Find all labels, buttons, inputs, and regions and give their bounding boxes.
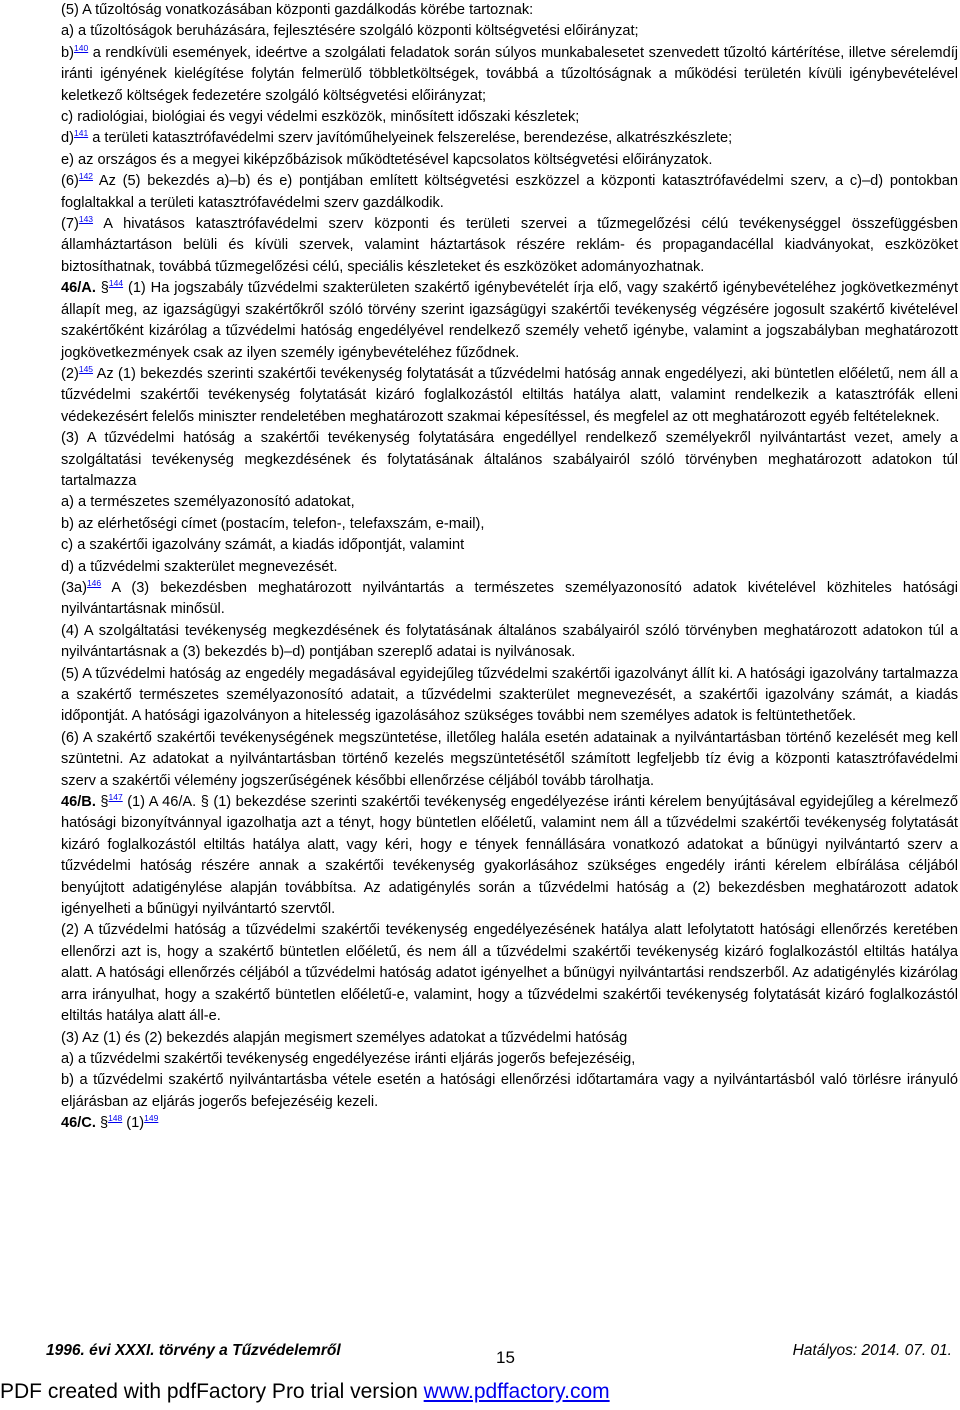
paragraph — [46, 578, 958, 621]
paragraph — [46, 428, 958, 492]
footnote-link[interactable]: 140 — [73, 42, 89, 53]
paragraph — [46, 128, 958, 149]
paragraph — [46, 728, 958, 792]
section-number: 46/C. — [61, 1115, 96, 1132]
footnote-link[interactable]: 147 — [108, 792, 123, 803]
paragraph — [46, 0, 958, 21]
paragraph-text: Az (1) bekezdés szerinti szakértői tevékenység folytatását a tűzvédelmi hatóság annak engedélyezi, aki büntetlen előéletű, nem áll a tűzvédelmi szakértői tevékenység folytatását kizáró foglalkozástól eltiltás hatálya alatt, valamint rendelkezik a katasztrófák elleni védekezésért felelős miniszter rendeletében meghatározott szakmai képesítéssel, és megfelel az ott meghatározott egyéb feltételeknek. — [61, 365, 958, 425]
paragraph — [46, 920, 958, 1027]
paragraph — [46, 21, 958, 42]
paragraph-text: (5) A tűzvédelmi hatóság az engedély megadásával egyidejűleg tűzvédelmi szakértői igazolványt állít ki. A hatósági igazolvány tartalmazza a szakértő természetes személyazonosító adatait, a tűzvédelmi szakterület megnevezését, a szakértői igazolvány számát, a kiadás időpontját. A hatósági igazolványon a hitelesség igazolásához szükséges további nem személyes adatok is feltüntethetőek. — [61, 665, 958, 725]
paragraph — [46, 43, 958, 107]
paragraph-prefix: (7) — [61, 216, 79, 233]
paragraph-text: Az (5) bekezdés a)–b) és e) pontjában említett költségvetési eszközzel a központi katasztrófavédelmi szerv, a c)–d) pontokban foglaltakkal a területi katasztrófavédelmi szerv gazdálkodik. — [61, 173, 958, 211]
paragraph — [46, 214, 958, 278]
paragraph — [46, 664, 958, 728]
footnote-link[interactable]: 141 — [73, 128, 89, 139]
paragraph-text: a) a természetes személyazonosító adatokat, — [61, 494, 355, 511]
paragraph-text: (3) A tűzvédelmi hatóság a szakértői tevékenység folytatására engedéllyel rendelkező személyekről nyilvántartást vezet, amely a szolgáltatási tevékenység megkezdésének és folytatásának általános szabályairól szóló törvényben meghatározott adatokon túl tartalmazza — [61, 430, 958, 489]
paragraph — [46, 171, 958, 214]
paragraph-text: b) a tűzvédelmi szakértő nyilvántartásba vétele esetén a hatósági ellenőrzési időtartamára vagy a nyilvántartásból való törlésre irányuló eljárásban az eljárás jogerős befejezéséig kezeli. — [61, 1072, 958, 1110]
paragraph-text: (5) A tűzoltóság vonatkozásában központi gazdálkodás körébe tartoznak: — [61, 2, 534, 18]
paragraph-text: (4) A szolgáltatási tevékenység megkezdésének és folytatásának általános szabályairól szóló törvényben meghatározott adatokon túl a nyilvántartásnak a (3) bekezdés b)–d) pontjában szereplő adatai is nyilvánosak. — [61, 622, 958, 661]
paragraph — [46, 1113, 958, 1134]
paragraph-prefix: (6) — [61, 173, 79, 190]
paragraph-prefix: § — [95, 1115, 109, 1132]
footnote-link[interactable]: 148 — [108, 1113, 123, 1124]
paragraph-text: a rendkívüli események, ideértve a szolgálati feladatok során súlyos munkabalesetet szenvedett tűzoltó kártérítése, illetve sérelemdíj iránti igényének kielégítése folytán felmerülő többletköltségek, továbbá a tűzoltóságnak a működési területén kívüli igénybevételével keletkező költségek fedezetére szolgáló költségvetési előirányzat; — [61, 44, 958, 104]
paragraph-text: (6) A szakértő szakértői tevékenységének megszüntetése, illetőleg halála esetén adatainak a nyilvántartásban történő kezelését meg kell szüntetni. Az adatokat a nyilvántartásban történő kezelés megszüntetésétől számított legfeljebb tíz évig a központi katasztrófavédelmi szerv a szakértői vélemény jogszerűségének későbbi ellenőrzése céljából tovább tárolhatja. — [61, 729, 958, 789]
section-number: 46/B. — [61, 794, 96, 811]
footnote-link[interactable]: 142 — [78, 171, 94, 182]
page-number: 15 — [496, 1348, 515, 1367]
paragraph-text: A (3) bekezdésben meghatározott nyilvántartás a természetes személyazonosító adatok kivételével közhiteles hatósági nyilvántartásnak minősül. — [61, 579, 958, 618]
paragraph — [46, 621, 958, 664]
paragraph — [46, 492, 958, 513]
paragraph-prefix: § — [95, 794, 109, 811]
paragraph-text: (3) Az (1) és (2) bekezdés alapján megismert személyes adatokat a tűzvédelmi hatóság — [61, 1029, 628, 1046]
paragraph-text: a) a tűzvédelmi szakértői tevékenység engedélyezése iránti eljárás jogerős befejezéséig, — [61, 1050, 636, 1067]
paragraph — [46, 792, 958, 920]
paragraph-text: (1) — [122, 1115, 145, 1132]
paragraph-text: (1) A 46/A. § (1) bekezdése szerinti szakértői tevékenység engedélyezése iránti kérelem benyújtásával egyidejűleg a kérelmező hatósági bizonyítvánnyal igazolhatja azt a tényt, hogy büntetlen előéletű, valamint nem áll a tűzvédelmi szakértői tevékenység folytatását kizáró foglalkozástól eltiltás hatálya alatt, vagy kéri, hogy e tények fennállására vonatkozó adatokat a bűnügyi nyilvántartó szerv a tűzvédelmi hatóság részére annak a szakértői tevékenység gyakorlásához szükséges engedély iránti kérelem elbírálása céljából benyújtott adatigénylése alapján továbbítsa. Az adatigénylés során a tűzvédelmi hatóság a (2) bekezdésben meghatározott adatok igényelheti a bűnügyi nyilvántartó szervtől. — [61, 794, 958, 918]
pdf-banner-text: PDF created with pdfFactory Pro trial version — [0, 1380, 424, 1403]
paragraph-text: (2) A tűzvédelmi hatóság a tűzvédelmi szakértői tevékenység engedélyezésének hatálya alatt lefolytatott hatósági ellenőrzés keretében ellenőrzi azt is, hogy a szakértő büntetlen előéletű, és nem áll a tűzvédelmi szakértői tevékenység kizáró foglalkozástól eltiltás hatálya alatt. A hatósági ellenőrzés céljából a tűzvédelmi hatóság adatot igényelhet a bűnügyi nyilvántartási rendszerből. Az adatigénylés kizárólag arra irányulhat, hogy a szakértő büntetlen előéletű-e, valamint, hogy a tűzvédelmi szakértői tevékenység folytatását kizáró foglalkozástól eltiltás hatálya alatt áll-e. — [61, 922, 958, 1025]
footnote-link[interactable]: 149 — [144, 1113, 159, 1124]
document-body — [46, 0, 958, 1330]
paragraph — [46, 1028, 958, 1049]
paragraph — [46, 364, 958, 428]
paragraph — [46, 535, 958, 556]
paragraph-prefix: § — [95, 280, 109, 297]
paragraph-text: b) az elérhetőségi címet (postacím, telefon-, telefaxszám, e-mail), — [61, 515, 485, 532]
footnote-link[interactable]: 144 — [108, 278, 124, 289]
footnote-link[interactable]: 146 — [86, 577, 102, 588]
paragraph-prefix: (2) — [61, 365, 79, 382]
paragraph-prefix: d) — [61, 130, 74, 147]
paragraph-text: c) a szakértői igazolvány számát, a kiadás időpontját, valamint — [61, 537, 465, 554]
footer-law-title: 1996. évi XXXI. törvény a Tűzvédelemről — [46, 1342, 341, 1359]
section-number: 46/A. — [61, 280, 96, 297]
footnote-link[interactable]: 143 — [78, 214, 94, 225]
footnote-link[interactable]: 145 — [78, 363, 94, 374]
paragraph — [46, 278, 958, 364]
paragraph — [46, 150, 958, 171]
pdf-creator-banner — [0, 1380, 960, 1404]
page-footer — [46, 1342, 952, 1372]
paragraph-prefix: b) — [61, 44, 74, 61]
paragraph — [46, 1070, 958, 1113]
paragraph-text: e) az országos és a megyei kiképzőbázisok működtetésével kapcsolatos költségvetési előirányzatok. — [61, 151, 713, 168]
paragraph-text: d) a tűzvédelmi szakterület megnevezését. — [61, 558, 338, 575]
footer-effective-date: Hatályos: 2014. 07. 01. — [792, 1342, 952, 1359]
paragraph — [46, 1049, 958, 1070]
paragraph — [46, 557, 958, 578]
paragraph-text: c) radiológiai, biológiai és vegyi védelmi eszközök, minősített időszaki készletek; — [61, 109, 580, 126]
paragraph-text: A hivatásos katasztrófavédelmi szerv központi és területi szervei a tűzmegelőzési célú tevékenységgel összefüggésben államháztartáson belüli és kívüli szervek, valamint háztartások részére reklám- és propagandacéllal kiadványokat, eszközöket biztosíthatnak, továbbá tűzmegelőzési célú, speciális készleteket és eszközöket adományozhatnak. — [61, 216, 958, 275]
paragraph — [46, 514, 958, 535]
paragraph-text: a területi katasztrófavédelmi szerv javítóműhelyeinek felszerelése, berendezése, alkatrészkészlete; — [88, 130, 733, 147]
pdf-banner-link[interactable]: www.pdffactory.com — [423, 1380, 610, 1403]
paragraph-text: a) a tűzoltóságok beruházására, fejlesztésére szolgáló központi költségvetési előirányzat; — [61, 23, 639, 40]
paragraph — [46, 107, 958, 128]
paragraph-prefix: (3a) — [61, 579, 87, 596]
paragraph-text: (1) Ha jogszabály tűzvédelmi szakterületen szakértő igénybevételét írja elő, vagy szakértő igénybevételéhez jogkövetkezményt állapít meg, az igazságügyi szakértőkről szóló törvény szerint igazságügyi szakértői tevékenység végzésére jogosult szakértő kivételével szakértőként kizárólag a tűzvédelmi hatóság engedélyével rendelkező személy vehető igénybe, valamint a jogszabályban meghatározott jogkövetkezmények csak az ilyen személy igénybevételéhez fűződnek. — [61, 280, 958, 361]
